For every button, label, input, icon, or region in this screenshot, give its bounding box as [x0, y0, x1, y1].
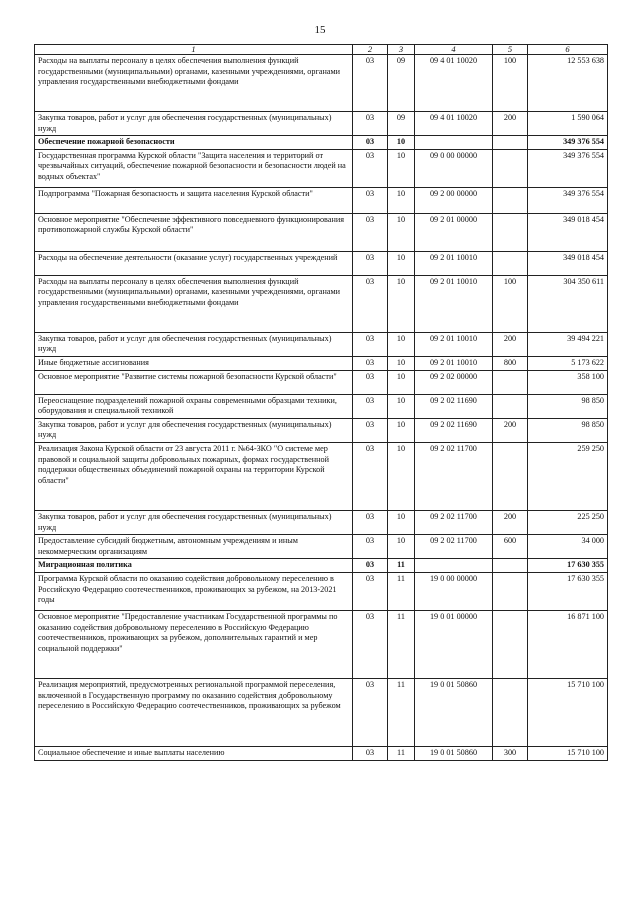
- cell-section: 03: [353, 187, 388, 213]
- cell-name: Программа Курской области по оказанию содействия добровольному переселению в Российскую Федерацию соотечественников, проживающих за рубежом, на 2013-2021 годы: [35, 572, 353, 610]
- cell-target-article: 09 2 02 11690: [415, 418, 493, 442]
- cell-subsection: 10: [388, 394, 415, 418]
- cell-subsection: 10: [388, 442, 415, 510]
- cell-target-article: 09 2 02 11700: [415, 535, 493, 559]
- cell-subsection: 10: [388, 356, 415, 370]
- cell-expense-type: [493, 442, 528, 510]
- cell-name: Социальное обеспечение и иные выплаты населению: [35, 746, 353, 760]
- cell-name: Реализация Закона Курской области от 23 августа 2011 г. №64-ЗКО "О системе мер правовой и социальной защиты добровольных пожарных, формах государственной поддержки общественных объединений пожарной охраны на территории Курской области": [35, 442, 353, 510]
- cell-target-article: 09 2 01 00000: [415, 213, 493, 251]
- cell-expense-type: [493, 678, 528, 746]
- cell-section: 03: [353, 251, 388, 275]
- cell-section: 03: [353, 535, 388, 559]
- cell-name: Расходы на выплаты персоналу в целях обеспечения выполнения функций государственными (муниципальными) органами, казенными учреждениями, органами управления государственными внебюджетными фондами: [35, 275, 353, 332]
- cell-name: Миграционная политика: [35, 559, 353, 573]
- cell-name: Закупка товаров, работ и услуг для обеспечения государственных (муниципальных) нужд: [35, 112, 353, 136]
- cell-target-article: 09 4 01 10020: [415, 55, 493, 112]
- cell-subsection: 11: [388, 572, 415, 610]
- cell-section: 03: [353, 370, 388, 394]
- table-row: [35, 746, 608, 760]
- cell-section: 03: [353, 559, 388, 573]
- cell-expense-type: [493, 149, 528, 187]
- cell-expense-type: 200: [493, 510, 528, 534]
- cell-amount: 17 630 355: [528, 572, 608, 610]
- cell-name: Расходы на обеспечение деятельности (оказание услуг) государственных учреждений: [35, 251, 353, 275]
- cell-subsection: 10: [388, 535, 415, 559]
- cell-section: 03: [353, 213, 388, 251]
- header-col-1: 1: [35, 45, 353, 55]
- table-row: [35, 418, 608, 442]
- cell-expense-type: [493, 213, 528, 251]
- cell-subsection: 09: [388, 55, 415, 112]
- cell-amount: 15 710 100: [528, 746, 608, 760]
- cell-amount: 259 250: [528, 442, 608, 510]
- cell-expense-type: [493, 187, 528, 213]
- table-row: [35, 535, 608, 559]
- table-row: [35, 356, 608, 370]
- cell-subsection: 10: [388, 370, 415, 394]
- cell-section: 03: [353, 510, 388, 534]
- cell-section: 03: [353, 394, 388, 418]
- cell-subsection: 11: [388, 746, 415, 760]
- table-row: [35, 149, 608, 187]
- cell-target-article: [415, 136, 493, 150]
- cell-subsection: 11: [388, 559, 415, 573]
- cell-name: Расходы на выплаты персоналу в целях обеспечения выполнения функций государственными (муниципальными) органами, казенными учреждениями, органами управления государственными внебюджетными фондами: [35, 55, 353, 112]
- cell-section: 03: [353, 149, 388, 187]
- cell-section: 03: [353, 112, 388, 136]
- cell-name: Закупка товаров, работ и услуг для обеспечения государственных (муниципальных) нужд: [35, 332, 353, 356]
- table-row: [35, 572, 608, 610]
- cell-amount: 349 376 554: [528, 149, 608, 187]
- cell-target-article: 09 2 01 10010: [415, 332, 493, 356]
- cell-target-article: 09 2 01 10010: [415, 356, 493, 370]
- table-row: [35, 678, 608, 746]
- cell-target-article: 19 0 01 50860: [415, 746, 493, 760]
- cell-amount: 225 250: [528, 510, 608, 534]
- cell-section: 03: [353, 442, 388, 510]
- cell-amount: 358 100: [528, 370, 608, 394]
- cell-expense-type: [493, 572, 528, 610]
- cell-subsection: 10: [388, 213, 415, 251]
- cell-amount: 12 553 638: [528, 55, 608, 112]
- cell-subsection: 10: [388, 136, 415, 150]
- cell-expense-type: [493, 394, 528, 418]
- cell-subsection: 11: [388, 610, 415, 678]
- cell-section: 03: [353, 418, 388, 442]
- cell-expense-type: 300: [493, 746, 528, 760]
- cell-subsection: 11: [388, 678, 415, 746]
- cell-name: Обеспечение пожарной безопасности: [35, 136, 353, 150]
- cell-expense-type: 100: [493, 55, 528, 112]
- table-row: [35, 510, 608, 534]
- cell-section: 03: [353, 55, 388, 112]
- table-row: [35, 112, 608, 136]
- header-col-6: 6: [528, 45, 608, 55]
- cell-section: 03: [353, 332, 388, 356]
- cell-amount: 39 494 221: [528, 332, 608, 356]
- cell-amount: 349 018 454: [528, 213, 608, 251]
- table-row: [35, 332, 608, 356]
- cell-name: Основное мероприятие "Развитие системы пожарной безопасности Курской области": [35, 370, 353, 394]
- cell-section: 03: [353, 572, 388, 610]
- cell-target-article: 19 0 01 50860: [415, 678, 493, 746]
- cell-subsection: 10: [388, 251, 415, 275]
- cell-amount: 304 350 611: [528, 275, 608, 332]
- cell-target-article: 09 2 02 11700: [415, 510, 493, 534]
- cell-subsection: 10: [388, 275, 415, 332]
- cell-target-article: 09 2 02 00000: [415, 370, 493, 394]
- cell-subsection: 10: [388, 510, 415, 534]
- cell-target-article: [415, 559, 493, 573]
- cell-target-article: 09 2 01 10010: [415, 275, 493, 332]
- table-row: [35, 187, 608, 213]
- cell-section: 03: [353, 136, 388, 150]
- table-row: [35, 136, 608, 150]
- cell-subsection: 10: [388, 332, 415, 356]
- cell-amount: 98 850: [528, 394, 608, 418]
- cell-target-article: 09 2 00 00000: [415, 187, 493, 213]
- header-col-5: 5: [493, 45, 528, 55]
- cell-amount: 15 710 100: [528, 678, 608, 746]
- cell-subsection: 09: [388, 112, 415, 136]
- cell-amount: 5 173 622: [528, 356, 608, 370]
- cell-expense-type: 600: [493, 535, 528, 559]
- table-row: [35, 251, 608, 275]
- cell-name: Закупка товаров, работ и услуг для обеспечения государственных (муниципальных) нужд: [35, 418, 353, 442]
- cell-subsection: 10: [388, 187, 415, 213]
- cell-name: Реализация мероприятий, предусмотренных региональной программой переселения, включенной в Государственную программу по оказанию содействия добровольному переселению в Российскую Федерацию соотечественников, проживающих за рубежом: [35, 678, 353, 746]
- header-col-4: 4: [415, 45, 493, 55]
- cell-expense-type: [493, 251, 528, 275]
- cell-expense-type: [493, 370, 528, 394]
- cell-expense-type: 100: [493, 275, 528, 332]
- cell-amount: 16 871 100: [528, 610, 608, 678]
- cell-name: Основное мероприятие "Предоставление участникам Государственной программы по оказанию содействия добровольному переселению в Российскую Федерацию соотечественников, проживающих за рубежом, дополнительных гарантий и мер социальной поддержки": [35, 610, 353, 678]
- cell-expense-type: 800: [493, 356, 528, 370]
- cell-name: Предоставление субсидий бюджетным, автономным учреждениям и иным некоммерческим организациям: [35, 535, 353, 559]
- table-row: [35, 559, 608, 573]
- cell-amount: 349 376 554: [528, 187, 608, 213]
- cell-name: Закупка товаров, работ и услуг для обеспечения государственных (муниципальных) нужд: [35, 510, 353, 534]
- cell-expense-type: [493, 559, 528, 573]
- cell-target-article: 09 0 00 00000: [415, 149, 493, 187]
- cell-name: Переоснащение подразделений пожарной охраны современными образцами техники, оборудования и специальной техникой: [35, 394, 353, 418]
- cell-amount: 1 590 064: [528, 112, 608, 136]
- cell-section: 03: [353, 356, 388, 370]
- cell-amount: 349 018 454: [528, 251, 608, 275]
- table-header-row: [35, 45, 608, 55]
- cell-expense-type: 200: [493, 332, 528, 356]
- cell-section: 03: [353, 678, 388, 746]
- table-row: [35, 394, 608, 418]
- cell-amount: 98 850: [528, 418, 608, 442]
- cell-target-article: 09 4 01 10020: [415, 112, 493, 136]
- budget-table: [34, 44, 608, 761]
- cell-subsection: 10: [388, 149, 415, 187]
- header-col-2: 2: [353, 45, 388, 55]
- cell-target-article: 09 2 01 10010: [415, 251, 493, 275]
- cell-target-article: 09 2 02 11700: [415, 442, 493, 510]
- cell-name: Иные бюджетные ассигнования: [35, 356, 353, 370]
- cell-name: Государственная программа Курской области "Защита населения и территорий от чрезвычайных ситуаций, обеспечение пожарной безопасности и безопасности людей на водных объектах": [35, 149, 353, 187]
- cell-amount: 34 000: [528, 535, 608, 559]
- cell-amount: 349 376 554: [528, 136, 608, 150]
- cell-target-article: 19 0 00 00000: [415, 572, 493, 610]
- cell-target-article: 19 0 01 00000: [415, 610, 493, 678]
- cell-name: Основное мероприятие "Обеспечение эффективного повседневного функционирования противопожарной службы Курской области": [35, 213, 353, 251]
- cell-amount: 17 630 355: [528, 559, 608, 573]
- table-row: [35, 213, 608, 251]
- table-row: [35, 442, 608, 510]
- table-row: [35, 370, 608, 394]
- cell-section: 03: [353, 610, 388, 678]
- header-col-3: 3: [388, 45, 415, 55]
- cell-name: Подпрограмма "Пожарная безопасность и защита населения Курской области": [35, 187, 353, 213]
- cell-target-article: 09 2 02 11690: [415, 394, 493, 418]
- page-number: 15: [314, 24, 326, 36]
- cell-subsection: 10: [388, 418, 415, 442]
- table-row: [35, 55, 608, 112]
- table-row: [35, 610, 608, 678]
- cell-section: 03: [353, 746, 388, 760]
- cell-section: 03: [353, 275, 388, 332]
- table-row: [35, 275, 608, 332]
- cell-expense-type: 200: [493, 418, 528, 442]
- cell-expense-type: [493, 610, 528, 678]
- cell-expense-type: 200: [493, 112, 528, 136]
- cell-expense-type: [493, 136, 528, 150]
